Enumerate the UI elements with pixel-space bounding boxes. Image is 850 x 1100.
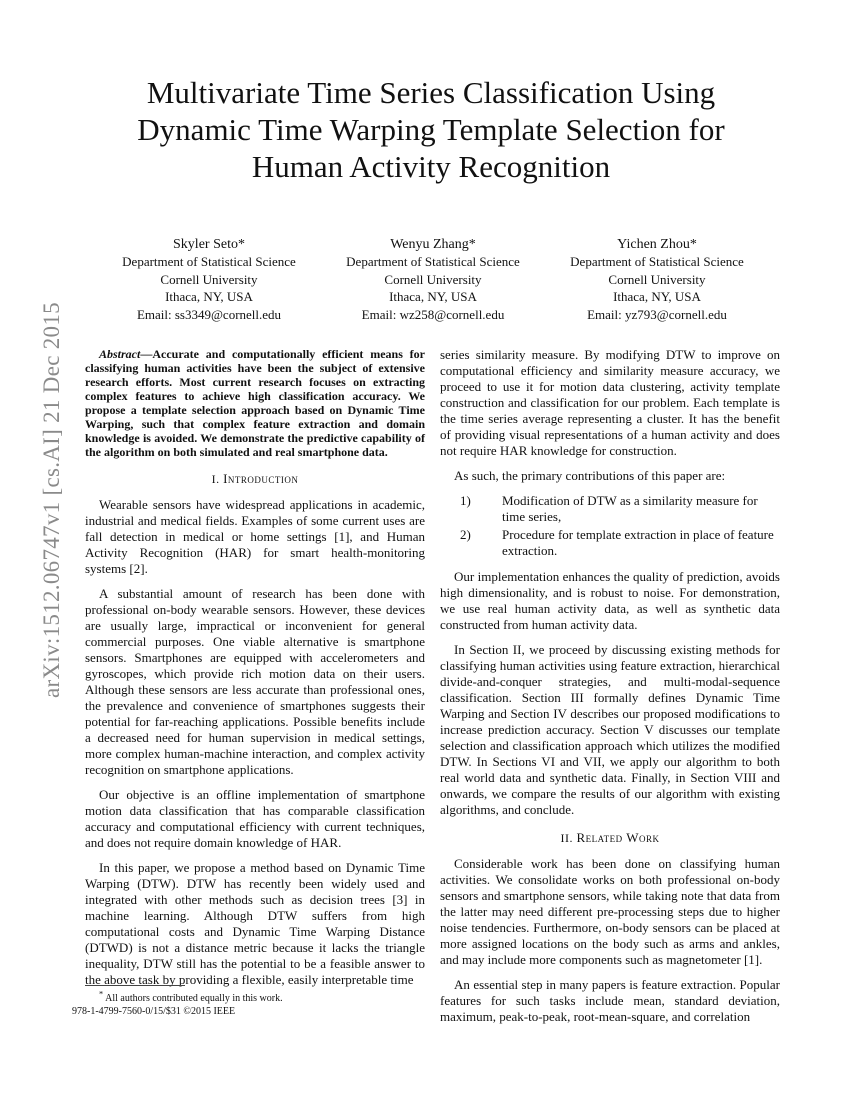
section-heading-introduction xyxy=(85,471,425,487)
title-line-3: Human Activity Recognition xyxy=(251,149,611,184)
author-block xyxy=(100,236,766,323)
related-paragraph-1: Considerable work has been done on classifying human activities. We consolidate works on both professional on-body sensors and smartphone sensors, while taking note that data from the latter may need different pre-processing steps due to higher noise tendencies. Furthermore, on-body sensors can be placed at more assigned locations on the body such as arms and ankles, and may include more components such as magnetometer [1]. xyxy=(440,856,780,967)
section-heading-related-work xyxy=(440,830,780,846)
section-numeral: II. xyxy=(560,831,574,845)
intro-paragraph-5: Our implementation enhances the quality of prediction, avoids high dimensionality, and is robust to noise. For demonstration, we use real human activity data, as well as synthetic data constructed from human activity data. xyxy=(440,569,780,632)
author-email: Email: yz793@cornell.edu xyxy=(587,306,727,322)
section-numeral: I. xyxy=(211,472,220,486)
footnote-mark: * xyxy=(99,990,104,999)
copyright-line: 978-1-4799-7560-0/15/$31 ©2015 IEEE xyxy=(72,1006,236,1017)
abstract-text: —Accurate and computationally efficient means for classifying human activities have been the subject of extensive research efforts. Most current research focuses on extracting complex features to achieve high classification accuracy. We propose a template selection approach based on Dynamic Time Warping, such that complex feature extraction and domain knowledge is avoided. We demonstrate the predictive capability of the algorithm on both simulated and real smartphone data. xyxy=(85,347,425,459)
list-item xyxy=(440,527,780,559)
footnote xyxy=(85,988,425,1005)
author-location: Ithaca, NY, USA xyxy=(613,289,701,305)
author-location: Ithaca, NY, USA xyxy=(165,289,253,305)
title-line-1: Multivariate Time Series Classification Using xyxy=(146,75,716,110)
author-university: Cornell University xyxy=(160,271,258,287)
contributions-list xyxy=(440,493,780,559)
section-title: Introduction xyxy=(223,471,299,486)
author-university: Cornell University xyxy=(608,271,706,287)
author-email: Email: wz258@cornell.edu xyxy=(361,306,505,322)
list-item-text: Procedure for template extraction in place of feature extraction. xyxy=(502,527,774,558)
intro-continuation: series similarity measure. By modifying DTW to improve on computational efficiency and similarity measure accuracy, we proceed to use it for motion data clustering, activity template construction and classification for our problem. Each template is the time series average representing a cluster. It has the benefit of providing visual representations of a human activity and does not require HAR knowledge for construction. xyxy=(440,347,780,458)
intro-paragraph-4: In this paper, we propose a method based on Dynamic Time Warping (DTW). DTW has recently been widely used and integrated with other methods such as decision trees [3] in machine learning. Although DTW suffers from high computational costs and Dynamic Time Warping Distance (DTWD) is not a distance metric because it lacks the triangle inequality, DTW still has the potential to be a feasible answer to the above task by providing a flexible, easily interpretable time xyxy=(85,860,425,987)
right-column xyxy=(440,347,780,1034)
related-paragraph-2: An essential step in many papers is feature extraction. Popular features for such tasks include mean, standard deviation, maximum, peak-to-peak, root-mean-square, and correlation xyxy=(440,977,780,1024)
author-department: Department of Statistical Science xyxy=(122,254,296,270)
author-name: Wenyu Zhang* xyxy=(390,237,476,252)
list-item-number: 2) xyxy=(460,527,471,542)
contributions-intro: As such, the primary contributions of this paper are: xyxy=(454,468,726,483)
footnote-divider xyxy=(85,985,185,986)
author-university: Cornell University xyxy=(384,271,482,287)
intro-paragraph-6: In Section II, we proceed by discussing existing methods for classifying human activities using feature extraction, hierarchical divide-and-conquer strategies, and multi-modal-sequence classification. Section III formally defines Dynamic Time Warping and Section IV describes our proposed modifications to increase prediction accuracy. Section V discusses our template selection and classification approach which utilizes the modified DTW. In Sections VI and VII, we apply our algorithm to both real world data and synthetic data. Finally, in Section VIII and onwards, we compare the results of our algorithm with existing algorithms, and conclude. xyxy=(440,642,780,817)
author-2 xyxy=(324,236,542,323)
author-department: Department of Statistical Science xyxy=(346,254,520,270)
author-1 xyxy=(100,236,318,323)
list-item xyxy=(440,493,780,525)
title-line-2: Dynamic Time Warping Template Selection for xyxy=(137,112,725,147)
intro-paragraph-1: Wearable sensors have widespread applications in academic, industrial and medical fields. Examples of some current uses are fall detection in medical or home settings [1], and Human Activity Recognition (HAR) for smart health-monitoring systems [2]. xyxy=(85,497,425,576)
abstract-label: Abstract xyxy=(99,347,141,361)
paper-title xyxy=(100,74,762,185)
author-location: Ithaca, NY, USA xyxy=(389,289,477,305)
section-title: Related Work xyxy=(576,830,660,845)
left-column xyxy=(85,347,425,997)
arxiv-id-text: arXiv:1512.06747v1 [cs.AI] 21 Dec 2015 xyxy=(39,302,64,698)
author-name: Yichen Zhou* xyxy=(617,237,697,252)
list-item-number: 1) xyxy=(460,493,471,508)
intro-paragraph-2: A substantial amount of research has been done with professional on-body wearable sensors. However, these devices are usually large, impractical or inconvenient for general commercial purposes. One viable alternative is smartphone sensors. Smartphones are equipped with accelerometers and gyroscopes, which provide rich motion data on their users. Although these sensors are less accurate than professional ones, the prevalence and convenience of smartphones suggests their potential for far-reaching applications. Possible benefits include a decreased need for human supervision in medical settings, more complex human-machine interaction, and complex activity recognition on smartphone applications. xyxy=(85,586,425,777)
abstract xyxy=(85,347,425,459)
list-item-text: Modification of DTW as a similarity measure for time series, xyxy=(502,493,758,524)
arxiv-identifier-stamp xyxy=(22,300,82,700)
author-name: Skyler Seto* xyxy=(173,237,245,252)
author-3 xyxy=(548,236,766,323)
author-email: Email: ss3349@cornell.edu xyxy=(136,306,282,322)
footnote-text: All authors contributed equally in this work. xyxy=(105,993,283,1005)
intro-paragraph-3: Our objective is an offline implementation of smartphone motion data classification that has comparable classification accuracy and computational efficiency with current techniques, and does not require domain knowledge of HAR. xyxy=(85,787,425,850)
author-department: Department of Statistical Science xyxy=(570,254,744,270)
